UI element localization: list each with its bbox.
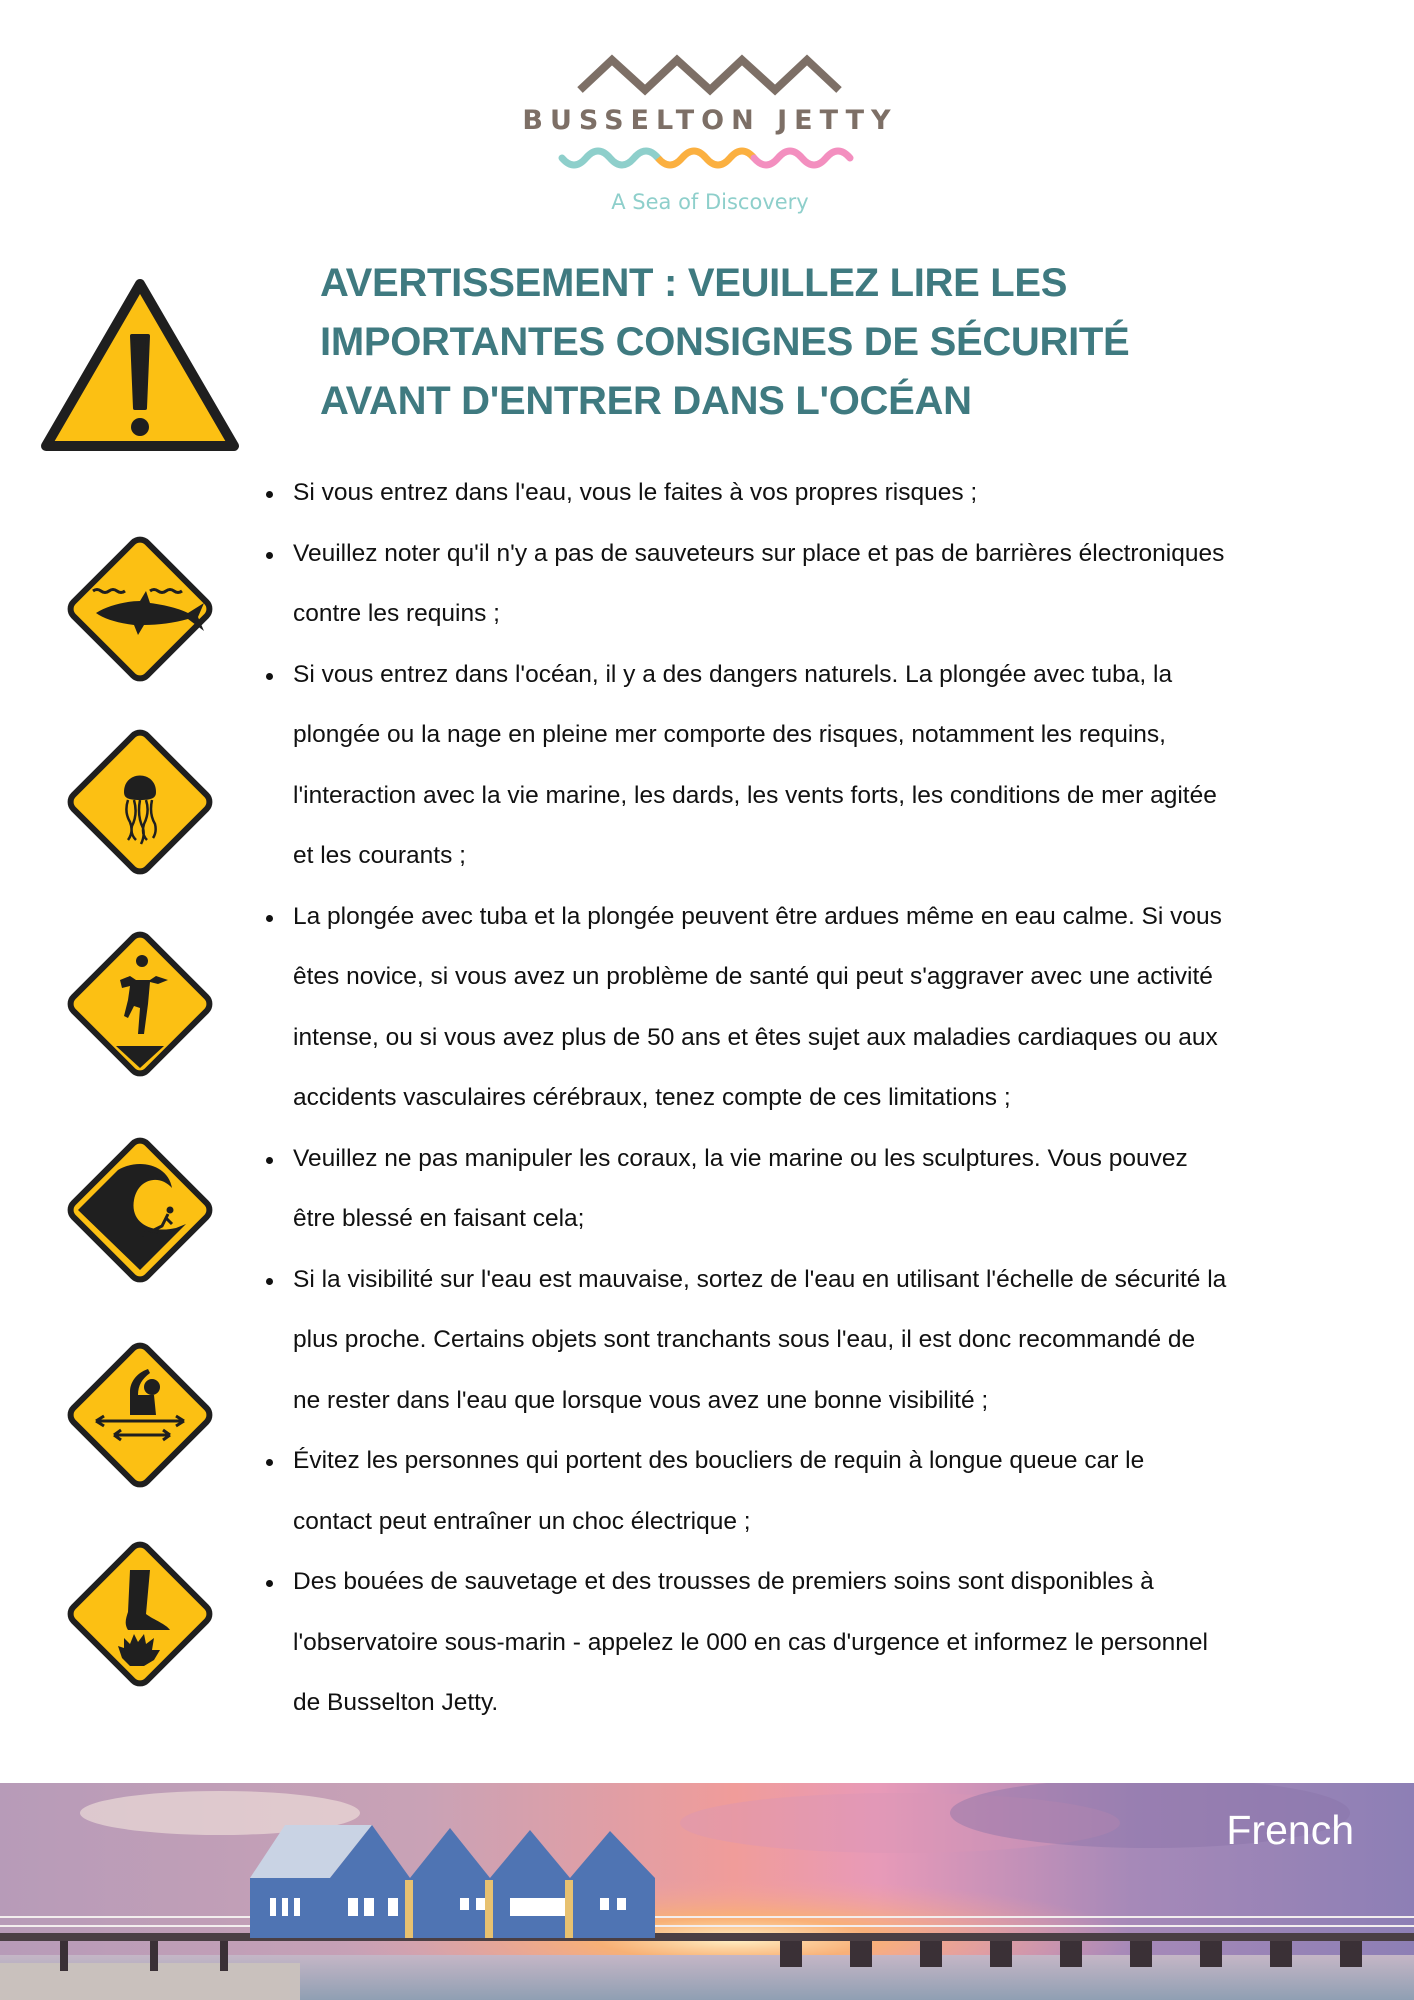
list-item-text: l'observatoire sous-marin - appelez le 000 en cas d'urgence et informez le personnel: [293, 1628, 1208, 1656]
list-item-text: Des bouées de sauvetage et des trousses de premiers soins sont disponibles à: [293, 1568, 1154, 1595]
list-item-text: Si vous entrez dans l'océan, il y a des dangers naturels. La plongée avec tuba, la: [293, 660, 1173, 688]
busselton-jetty-logo: [520, 50, 900, 230]
list-item-text: plus proche. Certains objets sont tranchants sous l'eau, il est donc recommandé de: [293, 1326, 1196, 1353]
list-item-text: l'interaction avec la vie marine, les dards, les vents forts, les conditions de mer agitée: [293, 781, 1217, 809]
sharp-coral-warning-icon: [58, 1532, 222, 1696]
title-line: AVERTISSEMENT : VEUILLEZ LIRE LES: [320, 261, 1068, 305]
busselton-jetty-sunset-photo: [0, 1783, 1414, 2000]
brand-tagline: A Sea of Discovery: [611, 190, 809, 214]
title-line: IMPORTANTES CONSIGNES DE SÉCURITÉ: [320, 320, 1130, 364]
list-item-text: Si vous entrez dans l'eau, vous le faites à vos propres risques ;: [293, 479, 978, 506]
language-label: French: [1226, 1807, 1354, 1853]
list-item-text: et les courants ;: [293, 842, 466, 869]
list-item-text: La plongée avec tuba et la plongée peuvent être ardues même en eau calme. Si vous: [293, 902, 1222, 930]
list-item-text: Si la visibilité sur l'eau est mauvaise, sortez de l'eau en utilisant l'échelle de sécurité la: [293, 1265, 1227, 1293]
list-item: [260, 524, 1380, 645]
list-item: [260, 1552, 1380, 1734]
strong-currents-warning-icon: [58, 1333, 222, 1497]
list-item-text: Évitez les personnes qui portent des boucliers de requin à longue queue car le: [293, 1447, 1145, 1474]
shark-warning-icon: [58, 527, 222, 691]
list-item-text: de Busselton Jetty.: [293, 1689, 499, 1716]
page-title: [320, 254, 1320, 431]
list-item: [260, 1431, 1380, 1552]
list-item-text: plongée ou la nage en pleine mer comporte des risques, notamment les requins,: [293, 721, 1166, 748]
list-item: [260, 1129, 1380, 1250]
list-item-text: intense, ou si vous avez plus de 50 ans et êtes sujet aux maladies cardiaques ou aux: [293, 1023, 1218, 1051]
list-item-text: contre les requins ;: [293, 600, 500, 627]
list-item: [260, 887, 1380, 1129]
list-item-text: êtes novice, si vous avez un problème de santé qui peut s'aggraver avec une activité: [293, 963, 1213, 990]
list-item-text: ne rester dans l'eau que lorsque vous avez une bonne visibilité ;: [293, 1386, 989, 1414]
safety-instructions-list: [260, 463, 1380, 1734]
brand-name: BUSSELTON JETTY: [522, 105, 898, 136]
warning-triangle-icon: [40, 278, 240, 454]
list-item-text: accidents vasculaires cérébraux, tenez compte de ces limitations ;: [293, 1084, 1011, 1111]
list-item-text: contact peut entraîner un choc électrique ;: [293, 1507, 751, 1535]
jellyfish-warning-icon: [58, 720, 222, 884]
list-item-text: être blessé en faisant cela;: [293, 1205, 585, 1232]
list-item: [260, 463, 1380, 524]
large-waves-warning-icon: [58, 1128, 222, 1292]
title-line: AVANT D'ENTRER DANS L'OCÉAN: [320, 379, 972, 423]
list-item-text: Veuillez noter qu'il n'y a pas de sauveteurs sur place et pas de barrières électroniques: [293, 539, 1225, 567]
list-item: [260, 645, 1380, 887]
list-item-text: Veuillez ne pas manipuler les coraux, la vie marine ou les sculptures. Vous pouvez: [293, 1144, 1188, 1172]
list-item: [260, 1250, 1380, 1432]
drop-off-warning-icon: [58, 922, 222, 1086]
